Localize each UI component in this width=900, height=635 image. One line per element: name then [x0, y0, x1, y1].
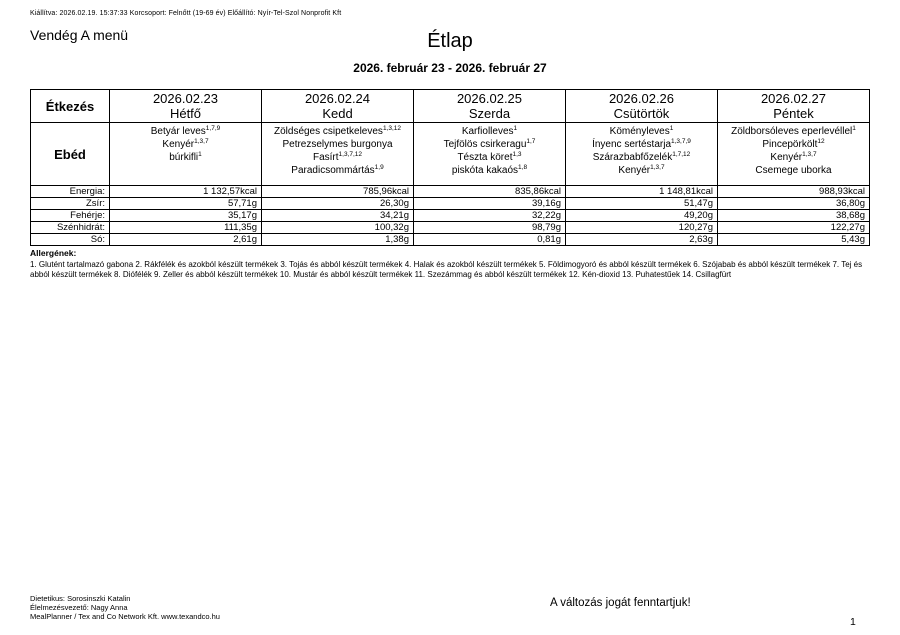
dish-item [264, 125, 411, 138]
dish-name: Csemege uborka [755, 165, 832, 176]
dish-name: Kenyér [618, 165, 651, 176]
nutrition-value-day-3: 98,79g [414, 222, 566, 234]
allergen-superscript: 1 [669, 125, 674, 132]
allergen-superscript: 1,9 [374, 164, 384, 171]
disclaimer-text: A változás jogát fenntartjuk! [550, 597, 691, 609]
day-date: 2026.02.26 [608, 91, 675, 106]
allergen-superscript: 1,3,7 [650, 164, 665, 171]
lunch-row-label: Ebéd [31, 123, 110, 186]
meal-column-header: Étkezés [31, 90, 110, 123]
dish-item [112, 151, 259, 164]
dish-item [416, 138, 563, 151]
dish-item [416, 151, 563, 164]
nutrition-label: Zsír: [31, 198, 110, 210]
allergen-superscript: 1,3,7,12 [338, 151, 363, 158]
day-header-2 [262, 90, 414, 123]
nutrition-value-day-1: 1 132,57kcal [110, 186, 262, 198]
dish-item [568, 164, 715, 177]
nutrition-row-3 [31, 210, 870, 222]
dish-item [264, 138, 411, 151]
page-title: Étlap [427, 30, 473, 52]
allergen-superscript: 1,7,12 [672, 151, 691, 158]
nutrition-value-day-5: 5,43g [718, 234, 870, 246]
dish-name: Betyár leves [150, 126, 206, 137]
day-date: 2026.02.27 [760, 91, 827, 106]
nutrition-value-day-2: 1,38g [262, 234, 414, 246]
dish-name: Paradicsommártás [291, 165, 375, 176]
nutrition-row-4 [31, 222, 870, 234]
allergen-superscript: 1,8 [518, 164, 528, 171]
nutrition-value-day-4: 120,27g [566, 222, 718, 234]
table-header-row [31, 90, 870, 123]
nutrition-label: Só: [31, 234, 110, 246]
nutrition-value-day-2: 34,21g [262, 210, 414, 222]
nutrition-value-day-4: 1 148,81kcal [566, 186, 718, 198]
page-number: 1 [850, 616, 856, 628]
nutrition-value-day-1: 111,35g [110, 222, 262, 234]
dish-name: búrkifli [169, 152, 199, 163]
allergens-text: 1. Glutént tartalmazó gabona 2. Rákfélék és azokból készült termékek 3. Tojás és abból készült termékek 4. Halak és azokból készült termékek 5. Földimogyoró és abból készült termékek 6. Szójabab és abból készült termékek 7. Tej és abból készült termékek 8. Diófélék 9. Zeller és abból készült termékek 10. Mustár és abból készült termékek 11. Szezámmag és abból készült termékek 12. Kén-dioxid 13. Puhatestűek 14. Csillagfürt [30, 260, 863, 279]
dish-item [720, 164, 867, 177]
dish-item [264, 151, 411, 164]
lunch-dishes-day-4 [566, 123, 718, 186]
allergen-superscript: 1 [198, 151, 202, 158]
nutrition-value-day-5: 38,68g [718, 210, 870, 222]
day-date: 2026.02.24 [304, 91, 371, 106]
issued-info-line: Kiállítva: 2026.02.19. 15:37:33 Korcsoport: Felnőtt (19-69 év) Előállító: Nyír-Tel-Szol Nonprofit Kft [30, 10, 342, 17]
nutrition-value-day-2: 26,30g [262, 198, 414, 210]
dish-item [112, 125, 259, 138]
allergens-section [30, 248, 872, 279]
day-header-4 [566, 90, 718, 123]
menu-name: Vendég A menü [30, 27, 129, 43]
dish-item [720, 138, 867, 151]
day-name: Csütörtök [613, 106, 670, 121]
nutrition-value-day-5: 122,27g [718, 222, 870, 234]
nutrition-label: Szénhidrát: [31, 222, 110, 234]
dish-item [568, 151, 715, 164]
allergen-superscript: 1,3,12 [382, 125, 402, 132]
dish-name: Pincepörkölt [762, 139, 818, 150]
nutrition-value-day-1: 57,71g [110, 198, 262, 210]
dish-item [416, 125, 563, 138]
weekly-menu-table [30, 89, 870, 246]
dish-item [568, 125, 715, 138]
nutrition-label: Fehérje: [31, 210, 110, 222]
dish-name: Szárazbabfőzelék [592, 152, 673, 163]
dish-name: Köményleves [609, 126, 670, 137]
allergen-superscript: 12 [817, 138, 825, 145]
lunch-dishes-day-3 [414, 123, 566, 186]
dish-item [264, 164, 411, 177]
nutrition-value-day-4: 51,47g [566, 198, 718, 210]
nutrition-value-day-2: 785,96kcal [262, 186, 414, 198]
day-header-3 [414, 90, 566, 123]
dish-name: Tészta köret [457, 152, 513, 163]
allergen-superscript: 1 [513, 125, 518, 132]
nutrition-row-1 [31, 186, 870, 198]
day-name: Péntek [773, 106, 814, 121]
day-name: Kedd [322, 106, 353, 121]
allergen-superscript: 1,3,7 [194, 138, 209, 145]
allergen-superscript: 1,3,7,9 [671, 138, 691, 145]
nutrition-value-day-1: 35,17g [110, 210, 262, 222]
nutrition-value-day-5: 988,93kcal [718, 186, 870, 198]
day-header-1 [110, 90, 262, 123]
dish-name: Ínyenc sertéstarja [592, 139, 672, 150]
nutrition-value-day-1: 2,61g [110, 234, 262, 246]
allergen-superscript: 1,3,7 [802, 151, 817, 158]
nutrition-value-day-3: 0,81g [414, 234, 566, 246]
dish-item [720, 151, 867, 164]
dish-name: Petrezselymes burgonya [282, 139, 393, 150]
dish-name: Zöldborsóleves eperlevéllel [731, 126, 853, 137]
dish-name: Zöldséges csipetkeleves [273, 126, 383, 137]
lunch-dishes-day-2 [262, 123, 414, 186]
allergens-heading: Allergének: [30, 248, 77, 258]
day-name: Szerda [468, 106, 511, 121]
nutrition-value-day-3: 39,16g [414, 198, 566, 210]
dish-item [720, 125, 867, 138]
software-line: MealPlanner / Tex and Co Network Kft. www.texandco.hu [30, 612, 220, 621]
catering-manager-line: Élelmezésvezető: Nagy Anna [30, 603, 128, 612]
nutrition-value-day-3: 32,22g [414, 210, 566, 222]
dish-name: Tejfölös csirkeragu [443, 139, 527, 150]
date-range: 2026. február 23 - 2026. február 27 [353, 61, 547, 75]
footer-credits [30, 594, 220, 621]
dish-item [112, 138, 259, 151]
day-date: 2026.02.23 [152, 91, 219, 106]
allergen-superscript: 1,3 [512, 151, 522, 158]
day-name: Hétfő [169, 106, 202, 121]
dish-name: Kenyér [162, 139, 195, 150]
nutrition-value-day-4: 2,63g [566, 234, 718, 246]
lunch-dishes-day-1 [110, 123, 262, 186]
dish-name: Fasírt [312, 152, 339, 163]
dish-item [568, 138, 715, 151]
menu-table-body [31, 90, 870, 246]
nutrition-label: Energia: [31, 186, 110, 198]
allergen-superscript: 1,7,9 [205, 125, 221, 132]
lunch-row [31, 123, 870, 186]
nutrition-value-day-5: 36,80g [718, 198, 870, 210]
dish-name: Kenyér [770, 152, 803, 163]
allergen-superscript: 1 [852, 125, 856, 132]
day-header-5 [718, 90, 870, 123]
nutrition-value-day-4: 49,20g [566, 210, 718, 222]
dish-name: Karfiolleves [461, 126, 514, 137]
lunch-dishes-day-5 [718, 123, 870, 186]
dish-name: piskóta kakaós [451, 165, 519, 176]
dietitian-line: Dietetikus: Sorosinszki Katalin [30, 594, 131, 603]
allergen-superscript: 1,7 [526, 138, 536, 145]
day-date: 2026.02.25 [456, 91, 523, 106]
nutrition-row-2 [31, 198, 870, 210]
nutrition-value-day-3: 835,86kcal [414, 186, 566, 198]
dish-item [416, 164, 563, 177]
nutrition-row-5 [31, 234, 870, 246]
nutrition-value-day-2: 100,32g [262, 222, 414, 234]
